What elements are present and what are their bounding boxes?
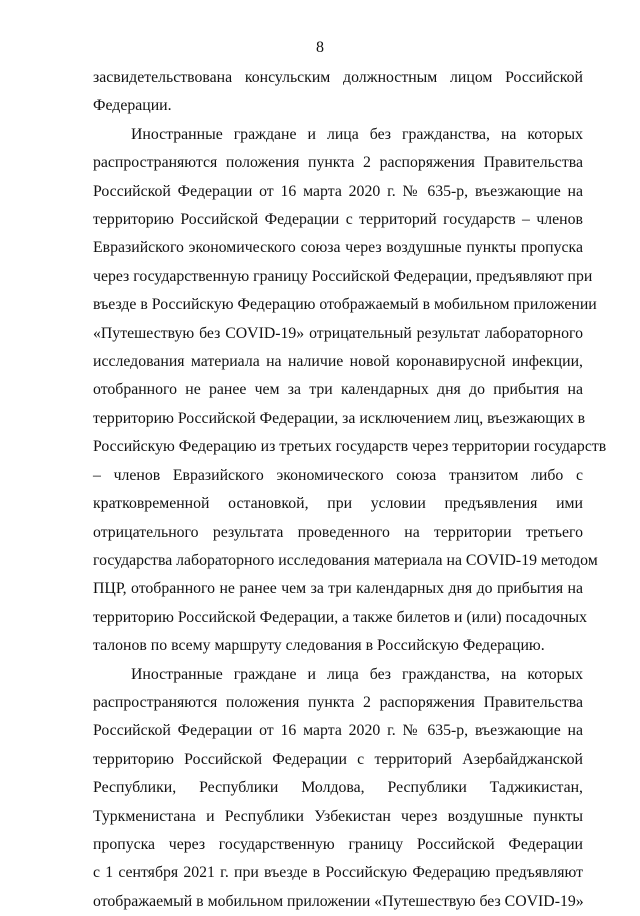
text-line: Республики, Республики Молдова, Республики Таджикистан, xyxy=(93,779,583,797)
document-body xyxy=(93,64,607,916)
text-line: государства лабораторного исследования материала на COVID-19 методом xyxy=(93,551,598,569)
text-line: территорию Российской Федерации с территорий Азербайджанской xyxy=(93,750,583,768)
text-line: Туркменистана и Республики Узбекистан через воздушные пункты xyxy=(93,807,583,825)
text-line: с 1 сентября 2021 г. при въезде в Российскую Федерацию предъявляют xyxy=(93,864,583,882)
paragraph-3 xyxy=(93,661,583,916)
text-line: кратковременной остановкой, при условии предъявления ими xyxy=(93,495,583,513)
text-line: отрицательного результата проведенного на территории третьего xyxy=(93,523,583,541)
text-line: талонов по всему маршруту следования в Российскую Федерацию. xyxy=(93,637,545,655)
text-line: Федерации. xyxy=(93,97,172,115)
paragraph-1 xyxy=(93,64,583,121)
text-line: отображаемый в мобильном приложении «Путешествую без COVID-19» xyxy=(93,892,584,910)
text-line: отобранного не ранее чем за три календарных дня до прибытия на xyxy=(93,381,583,399)
text-line: через государственную границу Российской Федерации, предъявляют при xyxy=(93,267,593,285)
page-number: 8 xyxy=(316,39,324,56)
text-line: распространяются положения пункта 2 распоряжения Правительства xyxy=(93,693,583,711)
text-line: «Путешествую без COVID-19» отрицательный результат лабораторного xyxy=(93,324,583,342)
text-line: ПЦР, отобранного не ранее чем за три календарных дня до прибытия на xyxy=(93,580,583,598)
text-line: территорию Российской Федерации, а также билетов и (или) посадочных xyxy=(93,608,588,626)
text-line: Российской Федерации от 16 марта 2020 г. № 635-р, въезжающие на xyxy=(93,182,583,200)
paragraph-2 xyxy=(93,121,607,661)
text-line: – членов Евразийского экономического союза транзитом либо с xyxy=(93,466,583,484)
text-line: Евразийского экономического союза через воздушные пункты пропуска xyxy=(93,239,583,257)
text-line: пропуска через государственную границу Российской Федерации xyxy=(93,835,583,853)
text-line: въезде в Российскую Федерацию отображаемый в мобильном приложении xyxy=(93,296,597,314)
text-line: территорию Российской Федерации с территорий государств – членов xyxy=(93,211,583,229)
text-line: Иностранные граждане и лица без гражданства, на которых xyxy=(131,125,583,143)
text-line: Российской Федерации от 16 марта 2020 г. № 635-р, въезжающие на xyxy=(93,722,583,740)
text-line: исследования материала на наличие новой коронавирусной инфекции, xyxy=(93,353,583,371)
text-line: Российскую Федерацию из третьих государств через территории государств xyxy=(93,438,607,456)
text-line: распространяются положения пункта 2 распоряжения Правительства xyxy=(93,154,583,172)
text-line: засвидетельствована консульским должностным лицом Российской xyxy=(93,69,583,86)
text-line: территорию Российской Федерации, за исключением лиц, въезжающих в xyxy=(93,409,586,427)
text-line: Иностранные граждане и лица без гражданства, на которых xyxy=(131,665,583,683)
